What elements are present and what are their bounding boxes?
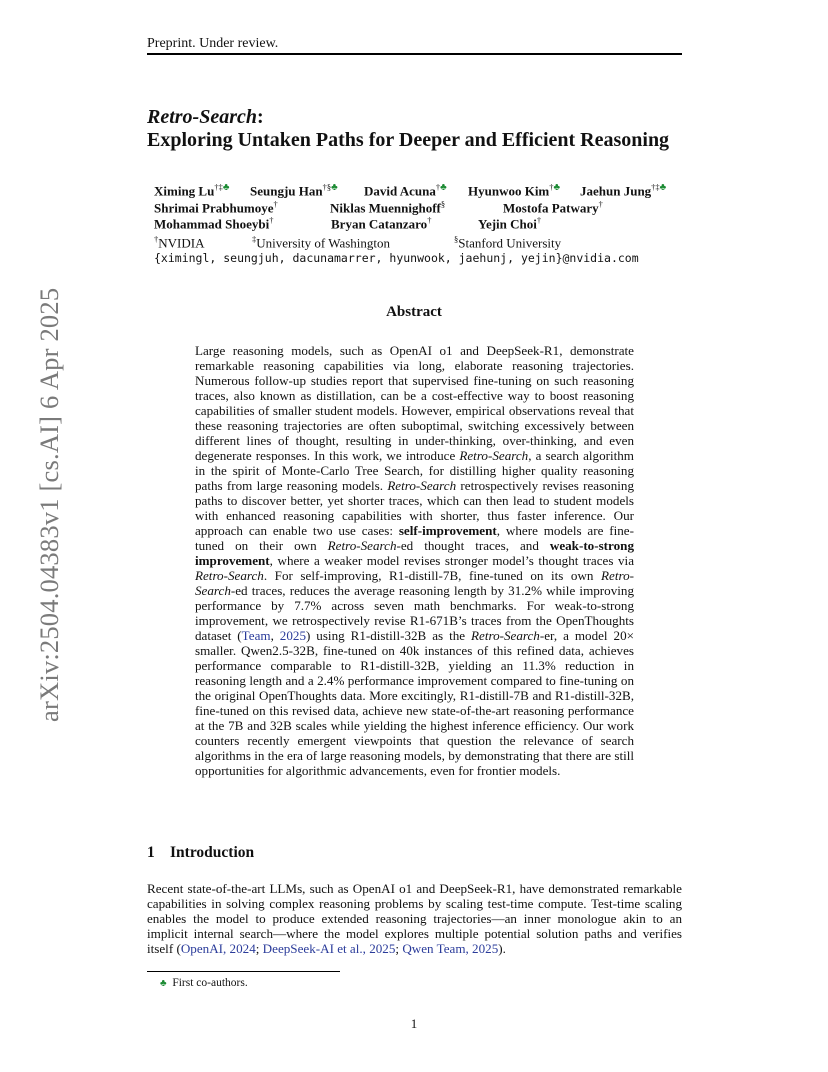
title-italic: Retro-Search [147, 106, 257, 128]
title-colon: : [257, 106, 264, 128]
citation-link[interactable]: 2025 [279, 628, 306, 643]
author: Mohammad Shoeybi† [154, 215, 274, 232]
citation-link[interactable]: DeepSeek-AI et al., 2025 [262, 941, 396, 956]
section-heading-introduction: 1 Introduction [147, 844, 255, 861]
citation-link[interactable]: Team [241, 628, 271, 643]
author: Mostofa Patwary† [503, 198, 603, 215]
page-number: 1 [410, 1016, 418, 1031]
citation-link[interactable]: OpenAI, 2024 [180, 941, 256, 956]
paper-title-line2: Exploring Untaken Paths for Deeper and Efficient Reasoning [147, 129, 670, 151]
introduction-body: Recent state-of-the-art LLMs, such as OpenAI o1 and DeepSeek-R1, have demonstrated remarkable capabilities in solving complex reasoning problems by scaling test-time compute. Test-time scaling enables the model to produce extended reasoning trajectories—an inner monologue akin to an implicit internal search—where the model explores multiple potential solution paths and verifies itself (OpenAI, 2024; DeepSeek-AI et al., 2025; Qwen Team, 2025). [147, 881, 682, 956]
author: Seungju Han†§♣ [250, 182, 338, 199]
arxiv-stamp: arXiv:2504.04383v1 [cs.AI] 6 Apr 2025 [34, 287, 64, 722]
club-icon: ♣ [160, 978, 167, 989]
abstract-heading: Abstract [386, 304, 442, 320]
author: Yejin Choi† [478, 215, 542, 232]
author: Ximing Lu†‡♣ [154, 182, 230, 199]
author: Bryan Catanzaro† [331, 215, 432, 232]
footnote: ♣ First co-authors. [160, 977, 248, 989]
author-emails: {ximingl, seungjuh, dacunamarrer, hyunwook, jaehunj, yejin}@nvidia.com [154, 251, 639, 265]
footnote-rule [147, 971, 340, 972]
author: Shrimai Prabhumoye† [154, 198, 278, 215]
author: Hyunwoo Kim†♣ [468, 182, 561, 199]
author: Niklas Muennighoff§ [330, 198, 446, 215]
author: David Acuna†♣ [364, 182, 447, 199]
abstract-body: Large reasoning models, such as OpenAI o1 and DeepSeek-R1, demonstrate remarkable reasoning capabilities via long, elaborate reasoning trajectories. Numerous follow-up studies report that supervised fine-tuning on such reasoning traces, also known as distillation, can be a cost-effective way to boost reasoning capabilities of smaller student models. However, empirical observations reveal that these reasoning trajectories are often suboptimal, switching excessively between different lines of thought, resulting in under-thinking, over-thinking, and even degenerate responses. In this work, we introduce Retro-Search, a search algorithm in the spirit of Monte-Carlo Tree Search, for distilling higher quality reasoning paths from large reasoning models. Retro-Search retrospectively revises reasoning paths to discover better, yet shorter traces, which can then lead to student models with enhanced reasoning capabilities with shorter, thus faster inference. Our approach can enable two use cases: self-improvement, where models are fine-tuned on their own Retro-Search-ed thought traces, and weak-to-strong improvement, where a weaker model revises stronger model’s thought traces via Retro-Search. For self-improving, R1-distill-7B, fine-tuned on its own Retro-Search-ed traces, reduces the average reasoning length by 31.2% while improving performance by 7.7% across seven math benchmarks. For weak-to-strong improvement, we retrospectively revise R1-671B’s traces from the OpenThoughts dataset (Team, 2025) using R1-distill-32B as the Retro-Search-er, a model 20× smaller. Qwen2.5-32B, fine-tuned on 40k instances of this refined data, achieves performance comparable to R1-distill-32B, yielding an 11.3% reduction in reasoning length and a 2.4% performance improvement compared to fine-tuning on the original OpenThoughts data. More excitingly, R1-distill-7B and R1-distill-32B, fine-tuned on this revised data, achieve new state-of-the-art reasoning performance at the 7B and 32B scales while yielding the highest inference efficiency. Our work counters recently emergent viewpoints that question the relevance of search algorithms in the era of large reasoning models, by demonstrating that there are still opportunities for algorithmic advancements, even for frontier models. [195, 343, 635, 778]
header-rule [147, 53, 682, 55]
citation-link[interactable]: Qwen Team, 2025 [402, 941, 499, 956]
affiliation: †NVIDIA [154, 234, 205, 251]
running-header: Preprint. Under review. [147, 36, 279, 51]
affiliation: §Stanford University [454, 234, 562, 251]
author: Jaehun Jung†‡♣ [580, 182, 667, 199]
affiliation: ‡University of Washington [252, 234, 391, 251]
paper-title-line1 [147, 106, 264, 129]
